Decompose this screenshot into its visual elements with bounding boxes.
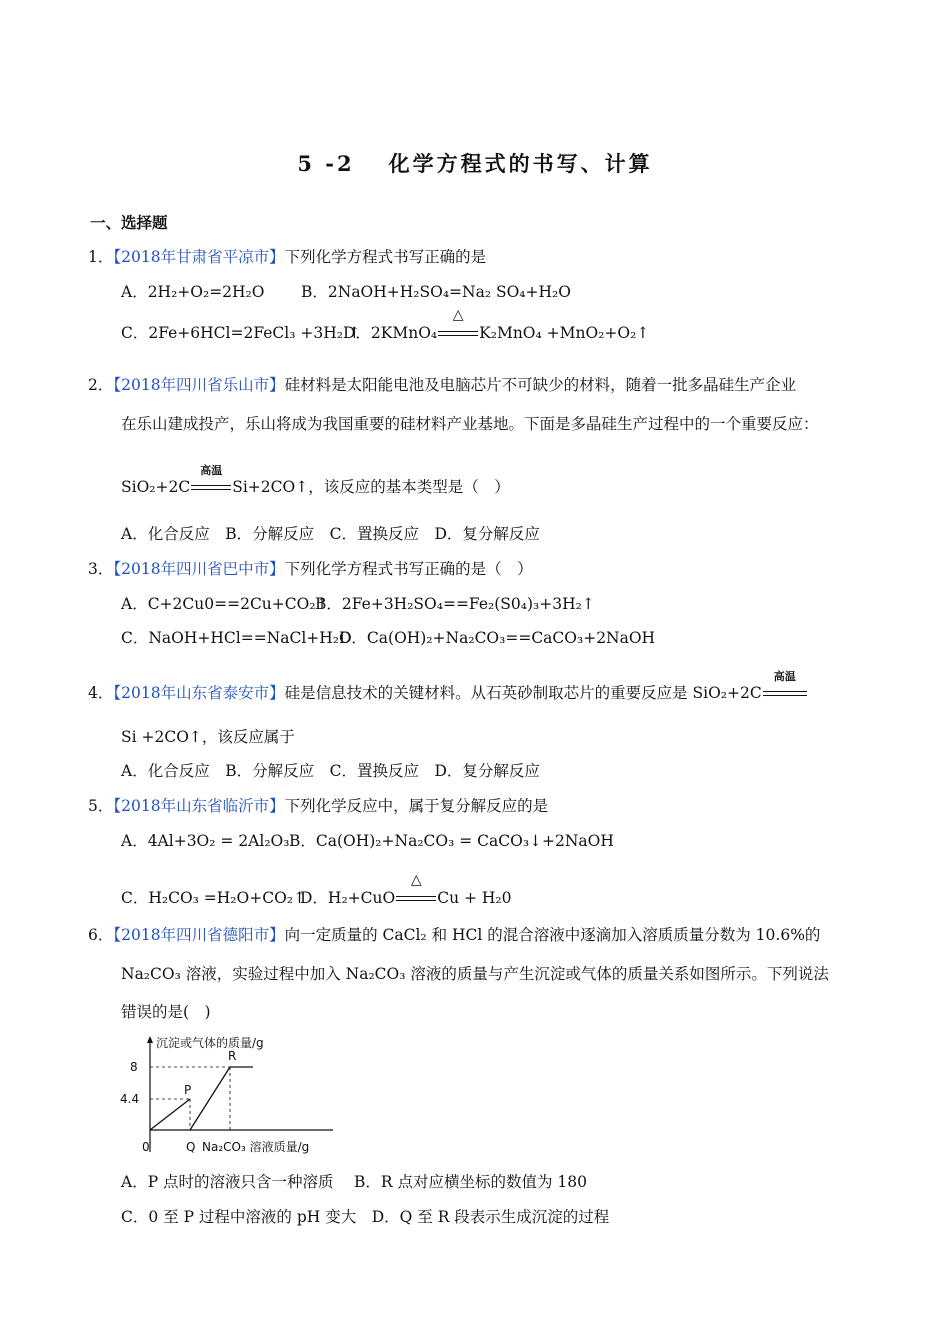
q6-line-2: Na₂CO₃ 溶液，实验过程中加入 Na₂CO₃ 溶液的质量与产生沉淀或气体的质量关系如图所示。下列说法 [121, 965, 829, 983]
title-text: 化学方程式的书写、计算 [388, 151, 653, 176]
q2-eq-product: Si+2CO↑，该反应的基本类型是（ ） [232, 478, 510, 496]
y-axis-label: 沉淀或气体的质量/g [156, 1036, 264, 1050]
q5-option-d [300, 872, 512, 908]
q3-option-b: B．2Fe+3H₂SO₄==Fe₂(S0₄)₃+3H₂↑ [315, 595, 595, 613]
q6-line-3: 错误的是( ) [121, 1003, 211, 1021]
y-tick-4-4: 4.4 [120, 1092, 140, 1106]
q3-stem: 下列化学方程式书写正确的是（ ） [284, 560, 533, 578]
q5-source: 【2018年山东省临沂市】 [113, 797, 285, 815]
q2-equation [121, 464, 510, 497]
q6-stem: 向一定质量的 CaCl₂ 和 HCl 的混合溶液中逐滴加入溶质质量分数为 10.6%的 [284, 926, 821, 944]
q1-option-a: A．2H₂+O₂=2H₂O [121, 283, 265, 301]
q2-options: A．化合反应 B．分解反应 C．置换反应 D．复分解反应 [121, 525, 540, 543]
q3-option-c: C．NaOH+HCl==NaCl+H₂O [121, 629, 352, 647]
q2-line-2: 在乐山建成投产，乐山将成为我国重要的硅材料产业基地。下面是多晶硅生产过程中的一个重要反应： [121, 415, 819, 433]
q5-option-b: B．Ca(OH)₂+Na₂CO₃ = CaCO₃↓+2NaOH [289, 832, 614, 850]
question-5 [88, 794, 548, 816]
heat-symbol: △ [452, 307, 464, 323]
q6-options-cd: C．0 至 P 过程中溶液的 pH 变大 D．Q 至 R 段表示生成沉淀的过程 [121, 1208, 610, 1226]
q4-source: 【2018年山东省泰安市】 [113, 684, 285, 702]
q5-heat-symbol: △ [410, 872, 422, 888]
x-axis-label: Na₂CO₃ 溶液质量/g [202, 1140, 310, 1154]
series-gas [150, 1099, 190, 1130]
q6-options-ab: A．P 点时的溶液只含一种溶质 B．R 点对应横坐标的数值为 180 [121, 1173, 587, 1191]
question-2 [88, 373, 796, 395]
q1-d-reactant: D．2KMnO₄ [343, 324, 438, 342]
q1-option-b: B．2NaOH+H₂SO₄=Na₂ SO₄+H₂O [301, 283, 571, 301]
q1-option-c: C．2Fe+6HCl=2FeCl₃ +3H₂ ↑ [121, 324, 361, 342]
q3-number: 3． [88, 560, 114, 578]
q4-number: 4． [88, 684, 114, 702]
question-4 [88, 670, 808, 703]
high-temp-condition [191, 464, 231, 492]
q5-stem: 下列化学反应中，属于复分解反应的是 [284, 797, 549, 815]
y-tick-8: 8 [130, 1060, 138, 1074]
q2-stem: 硅材料是太阳能电池及电脑芯片不可缺少的材料，随着一批多晶硅生产企业 [284, 376, 797, 394]
q5-option-a: A．4Al+3O₂ = 2Al₂O₃ [121, 832, 290, 850]
q6-number: 6． [88, 926, 114, 944]
q5-d-product: Cu + H₂0 [437, 889, 512, 907]
y-axis-arrow [147, 1036, 153, 1043]
q5-d-reactant: D．H₂+CuO [300, 889, 396, 907]
series-precipitate [190, 1067, 230, 1130]
heat-condition [438, 307, 478, 338]
q4-high-temp-label: 高温 [773, 670, 796, 683]
title-number: 5 -2 [297, 151, 355, 176]
q1-source: 【2018年甘肃省平凉市】 [113, 248, 285, 266]
point-p-label: P [184, 1083, 192, 1097]
q6-source: 【2018年四川省德阳市】 [113, 926, 285, 944]
q3-source: 【2018年四川省巴中市】 [113, 560, 285, 578]
q2-number: 2． [88, 376, 114, 394]
section-heading: 一、选择题 [90, 214, 168, 232]
q4-options: A．化合反应 B．分解反应 C．置换反应 D．复分解反应 [121, 762, 540, 780]
q4-stem: 硅是信息技术的关键材料。从石英砂制取芯片的重要反应是 SiO₂+2C [284, 684, 762, 702]
mass-graph [118, 1034, 338, 1158]
q3-option-d: D．Ca(OH)₂+Na₂CO₃==CaCO₃+2NaOH [339, 629, 656, 647]
question-6 [88, 923, 820, 945]
page-title [0, 148, 950, 178]
q1-stem: 下列化学方程式书写正确的是 [284, 248, 487, 266]
q4-high-temp-condition [763, 670, 807, 698]
question-3 [88, 557, 533, 579]
q5-heat-condition [396, 872, 436, 903]
origin-label: 0 [142, 1140, 150, 1154]
q4-line-2: Si +2CO↑，该反应属于 [121, 728, 295, 746]
high-temp-label: 高温 [200, 464, 223, 477]
q3-option-a: A．C+2Cu0==2Cu+CO₂↑ [121, 595, 329, 613]
q5-number: 5． [88, 797, 114, 815]
q1-number: 1． [88, 248, 114, 266]
point-q-label: Q [186, 1140, 196, 1154]
point-r-label: R [228, 1049, 237, 1063]
question-1 [88, 245, 486, 267]
q2-eq-reactant: SiO₂+2C [121, 478, 191, 496]
q5-option-c: C．H₂CO₃ =H₂O+CO₂↑ [121, 889, 306, 907]
q1-option-d [343, 307, 650, 343]
q2-source: 【2018年四川省乐山市】 [113, 376, 285, 394]
q1-d-product: K₂MnO₄ +MnO₂+O₂↑ [479, 324, 650, 342]
